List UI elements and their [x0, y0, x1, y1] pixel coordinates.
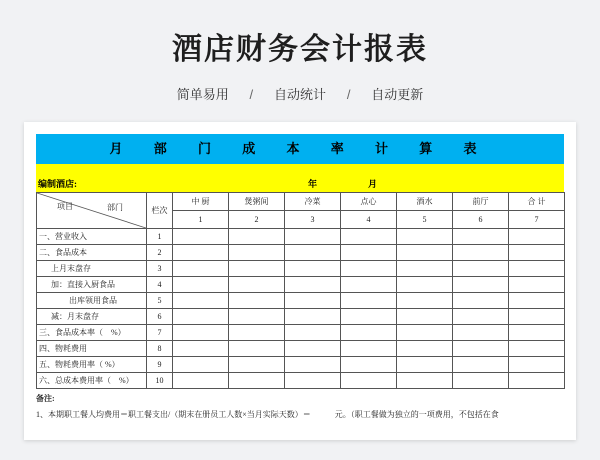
row-label: 减：月末盘存 — [37, 309, 147, 325]
feature-tags — [0, 84, 600, 103]
row-col-no: 7 — [147, 325, 173, 341]
header-dept-no-4: 4 — [341, 211, 397, 229]
header-dept-label: 部门 — [107, 203, 123, 212]
notes-title: 备注: — [36, 394, 55, 403]
row-col-no: 10 — [147, 373, 173, 389]
data-cell[interactable] — [509, 245, 565, 261]
data-cell[interactable] — [285, 373, 341, 389]
month-label: 月 — [368, 179, 378, 189]
data-cell[interactable] — [397, 357, 453, 373]
data-cell[interactable] — [229, 293, 285, 309]
row-col-no: 1 — [147, 229, 173, 245]
sheet-preview-card — [24, 122, 576, 440]
note-1: 1、本期职工餐人均费用＝职工餐支出/（期末在册员工人数×当月实际天数）＝ 元。（职工餐做为独立的一项费用，不包括在食 — [36, 410, 499, 419]
data-cell[interactable] — [509, 309, 565, 325]
data-cell[interactable] — [341, 325, 397, 341]
page-title: 酒店财务会计报表 — [172, 33, 428, 66]
data-cell[interactable] — [173, 229, 229, 245]
header-diagonal-cell — [37, 193, 147, 229]
row-label: 出库领用食品 — [37, 293, 147, 309]
tag-easy: 简单易用 — [176, 87, 229, 102]
table-row — [37, 245, 565, 261]
table-row — [37, 357, 565, 373]
data-cell[interactable] — [229, 245, 285, 261]
row-col-no: 6 — [147, 309, 173, 325]
data-cell[interactable] — [453, 357, 509, 373]
data-cell[interactable] — [397, 325, 453, 341]
data-cell[interactable] — [285, 277, 341, 293]
data-cell[interactable] — [509, 277, 565, 293]
data-cell[interactable] — [285, 229, 341, 245]
header-dept-no-5: 5 — [397, 211, 453, 229]
data-cell[interactable] — [285, 325, 341, 341]
data-cell[interactable] — [509, 293, 565, 309]
year-label: 年 — [308, 179, 318, 189]
data-cell[interactable] — [509, 341, 565, 357]
table-row — [37, 261, 565, 277]
sheet-info-row — [36, 164, 564, 192]
header-dept-no-1: 1 — [173, 211, 229, 229]
data-cell[interactable] — [229, 341, 285, 357]
row-label: 三、食品成本率（ %） — [37, 325, 147, 341]
data-cell[interactable] — [173, 309, 229, 325]
tag-auto-stats: 自动统计 — [273, 87, 326, 102]
row-label: 六、总成本费用率（ %） — [37, 373, 147, 389]
data-cell[interactable] — [397, 341, 453, 357]
data-cell[interactable] — [173, 357, 229, 373]
data-cell[interactable] — [341, 357, 397, 373]
data-cell[interactable] — [341, 277, 397, 293]
data-cell[interactable] — [341, 293, 397, 309]
header-col-no: 栏次 — [147, 193, 173, 229]
header-dept-2: 煲粥间 — [229, 193, 285, 211]
row-col-no: 2 — [147, 245, 173, 261]
data-cell[interactable] — [453, 341, 509, 357]
tag-separator: / — [346, 87, 351, 102]
data-cell[interactable] — [453, 293, 509, 309]
data-cell[interactable] — [509, 325, 565, 341]
header-dept-4: 点心 — [341, 193, 397, 211]
row-label: 加：直接入厨食品 — [37, 277, 147, 293]
row-col-no: 9 — [147, 357, 173, 373]
data-cell[interactable] — [285, 341, 341, 357]
data-cell[interactable] — [173, 341, 229, 357]
notes-section — [36, 393, 564, 420]
table-row — [37, 341, 565, 357]
data-cell[interactable] — [173, 325, 229, 341]
data-cell[interactable] — [341, 261, 397, 277]
data-cell[interactable] — [229, 261, 285, 277]
row-col-no: 3 — [147, 261, 173, 277]
data-cell[interactable] — [453, 229, 509, 245]
data-cell[interactable] — [341, 245, 397, 261]
table-row — [37, 277, 565, 293]
data-cell[interactable] — [173, 293, 229, 309]
data-cell[interactable] — [397, 373, 453, 389]
row-label: 二、食品成本 — [37, 245, 147, 261]
data-cell[interactable] — [341, 309, 397, 325]
data-cell[interactable] — [453, 261, 509, 277]
cost-rate-table — [36, 192, 565, 389]
data-cell[interactable] — [173, 245, 229, 261]
header-dept-no-3: 3 — [285, 211, 341, 229]
data-cell[interactable] — [285, 261, 341, 277]
data-cell[interactable] — [453, 325, 509, 341]
data-cell[interactable] — [397, 261, 453, 277]
data-cell[interactable] — [173, 373, 229, 389]
data-cell[interactable] — [229, 325, 285, 341]
table-row — [37, 325, 565, 341]
header-dept-3: 冷菜 — [285, 193, 341, 211]
tag-auto-update: 自动更新 — [371, 87, 424, 102]
row-col-no: 5 — [147, 293, 173, 309]
data-cell[interactable] — [509, 229, 565, 245]
data-cell[interactable] — [509, 261, 565, 277]
tag-separator: / — [249, 87, 254, 102]
data-cell[interactable] — [229, 373, 285, 389]
data-cell[interactable] — [173, 277, 229, 293]
row-col-no: 8 — [147, 341, 173, 357]
table-body — [37, 229, 565, 389]
table-row — [37, 309, 565, 325]
spreadsheet — [36, 134, 564, 420]
row-label: 四、物耗费用 — [37, 341, 147, 357]
header-dept-no-6: 6 — [453, 211, 509, 229]
data-cell[interactable] — [285, 293, 341, 309]
sheet-banner-title: 月 部 门 成 本 率 计 算 表 — [36, 134, 564, 164]
header-dept-6: 前厅 — [453, 193, 509, 211]
data-cell[interactable] — [453, 309, 509, 325]
data-cell[interactable] — [341, 341, 397, 357]
data-cell[interactable] — [453, 245, 509, 261]
data-cell[interactable] — [453, 277, 509, 293]
header-dept-no-2: 2 — [229, 211, 285, 229]
header-dept-1: 中 厨 — [173, 193, 229, 211]
header-item-label: 项目 — [57, 202, 73, 211]
data-cell[interactable] — [397, 229, 453, 245]
diagonal-line — [37, 193, 146, 228]
data-cell[interactable] — [509, 373, 565, 389]
data-cell[interactable] — [397, 245, 453, 261]
table-row — [37, 229, 565, 245]
row-label: 上月末盘存 — [37, 261, 147, 277]
data-cell[interactable] — [397, 277, 453, 293]
data-cell[interactable] — [285, 357, 341, 373]
data-cell[interactable] — [397, 309, 453, 325]
header-dept-total: 合 计 — [509, 193, 565, 211]
row-label: 一、营业收入 — [37, 229, 147, 245]
data-cell[interactable] — [229, 277, 285, 293]
table-row — [37, 293, 565, 309]
row-col-no: 4 — [147, 277, 173, 293]
hotel-label: 编制酒店: — [38, 179, 77, 189]
data-cell[interactable] — [229, 357, 285, 373]
data-cell[interactable] — [453, 373, 509, 389]
data-cell[interactable] — [229, 229, 285, 245]
table-row — [37, 373, 565, 389]
data-cell[interactable] — [341, 229, 397, 245]
data-cell[interactable] — [285, 309, 341, 325]
data-cell[interactable] — [229, 309, 285, 325]
data-cell[interactable] — [509, 357, 565, 373]
header-dept-no-7: 7 — [509, 211, 565, 229]
data-cell[interactable] — [341, 373, 397, 389]
data-cell[interactable] — [397, 293, 453, 309]
header-dept-5: 酒水 — [397, 193, 453, 211]
data-cell[interactable] — [173, 261, 229, 277]
row-label: 五、物耗费用率（ %） — [37, 357, 147, 373]
data-cell[interactable] — [285, 245, 341, 261]
